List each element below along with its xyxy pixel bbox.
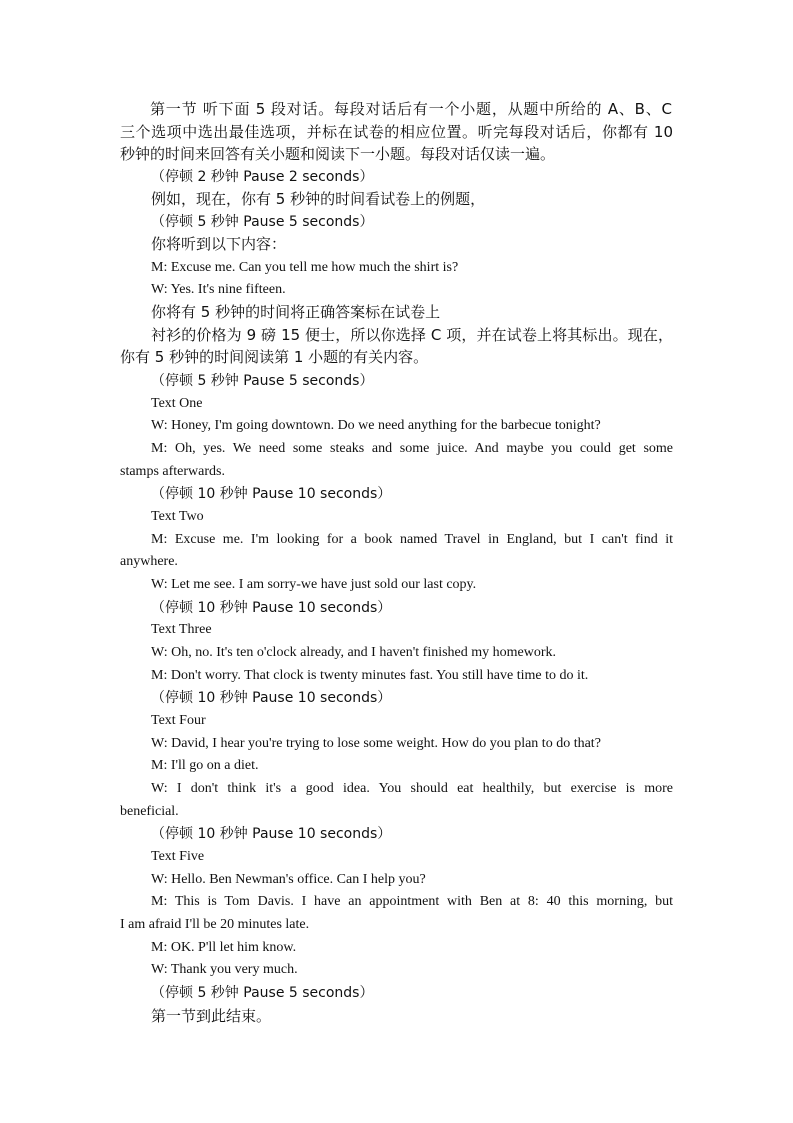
text-five-line-2-cont: I am afraid I'll be 20 minutes late.: [120, 917, 310, 932]
text-four-line-3-cont: beneficial.: [120, 804, 179, 819]
text-two-title: Text Two: [151, 509, 204, 524]
example-listen: 你将听到以下内容：: [151, 235, 287, 253]
text-two-line-2: W: Let me see. I am sorry-we have just sold our last copy.: [151, 577, 477, 592]
pause-note: （停顿 10 秒钟 Pause 10 seconds）: [151, 690, 392, 706]
text-four-line-3: W: I don't think it's a good idea. You should eat healthily, but exercise is more: [151, 781, 673, 796]
text-four-line-2: M: I'll go on a diet.: [151, 758, 259, 773]
pause-note: （停顿 10 秒钟 Pause 10 seconds）: [151, 600, 392, 616]
text-four-title: Text Four: [151, 713, 206, 728]
section-intro-line-2: 三个选项中选出最佳选项，并标在试卷的相应位置。听完每段对话后，你都有 10: [120, 123, 673, 141]
text-five-line-2: M: This is Tom Davis. I have an appointment with Ben at 8: 40 this morning, but: [151, 894, 673, 909]
section-intro-line-1: 第一节 听下面 5 段对话。每段对话后有一个小题，从题中所给的 A、B、C: [150, 100, 672, 118]
pause-note: （停顿 10 秒钟 Pause 10 seconds）: [151, 486, 392, 502]
text-one-title: Text One: [151, 396, 203, 411]
example-answer-line-1: 衬衫的价格为 9 磅 15 便士，所以你选择 C 项，并在试卷上将其标出。现在，: [151, 326, 673, 344]
pause-note: （停顿 5 秒钟 Pause 5 seconds）: [151, 985, 374, 1001]
example-mark: 你将有 5 秒钟的时间将正确答案标在试卷上: [151, 303, 441, 321]
pause-note: （停顿 2 秒钟 Pause 2 seconds）: [151, 169, 374, 185]
example-intro: 例如，现在，你有 5 秒钟的时间看试卷上的例题，: [151, 190, 486, 208]
section-end: 第一节到此结束。: [151, 1007, 272, 1025]
text-one-line-2: M: Oh, yes. We need some steaks and some juice. And maybe you could get some: [151, 441, 673, 456]
text-three-title: Text Three: [151, 622, 212, 637]
text-three-line-2: M: Don't worry. That clock is twenty minutes fast. You still have time to do it.: [151, 668, 589, 683]
text-two-line-1-cont: anywhere.: [120, 554, 178, 569]
pause-note: （停顿 5 秒钟 Pause 5 seconds）: [151, 373, 374, 389]
example-answer-line-2: 你有 5 秒钟的时间阅读第 1 小题的有关内容。: [120, 348, 429, 366]
text-five-line-4: W: Thank you very much.: [151, 962, 298, 977]
text-five-line-3: M: OK. P'll let him know.: [151, 940, 297, 955]
text-five-line-1: W: Hello. Ben Newman's office. Can I help you?: [151, 872, 426, 887]
text-three-line-1: W: Oh, no. It's ten o'clock already, and I haven't finished my homework.: [151, 645, 557, 660]
section-intro-line-3: 秒钟的时间来回答有关小题和阅读下一小题。每段对话仅读一遍。: [120, 145, 556, 163]
text-five-title: Text Five: [151, 849, 205, 864]
example-dialogue-w: W: Yes. It's nine fifteen.: [151, 282, 286, 297]
pause-note: （停顿 10 秒钟 Pause 10 seconds）: [151, 826, 392, 842]
text-one-line-2-cont: stamps afterwards.: [120, 464, 225, 479]
example-dialogue-m: M: Excuse me. Can you tell me how much the shirt is?: [151, 260, 459, 275]
text-two-line-1: M: Excuse me. I'm looking for a book named Travel in England, but I can't find it: [151, 532, 673, 547]
text-four-line-1: W: David, I hear you're trying to lose some weight. How do you plan to do that?: [151, 736, 601, 751]
text-one-line-1: W: Honey, I'm going downtown. Do we need anything for the barbecue tonight?: [151, 418, 601, 433]
pause-note: （停顿 5 秒钟 Pause 5 seconds）: [151, 214, 374, 230]
